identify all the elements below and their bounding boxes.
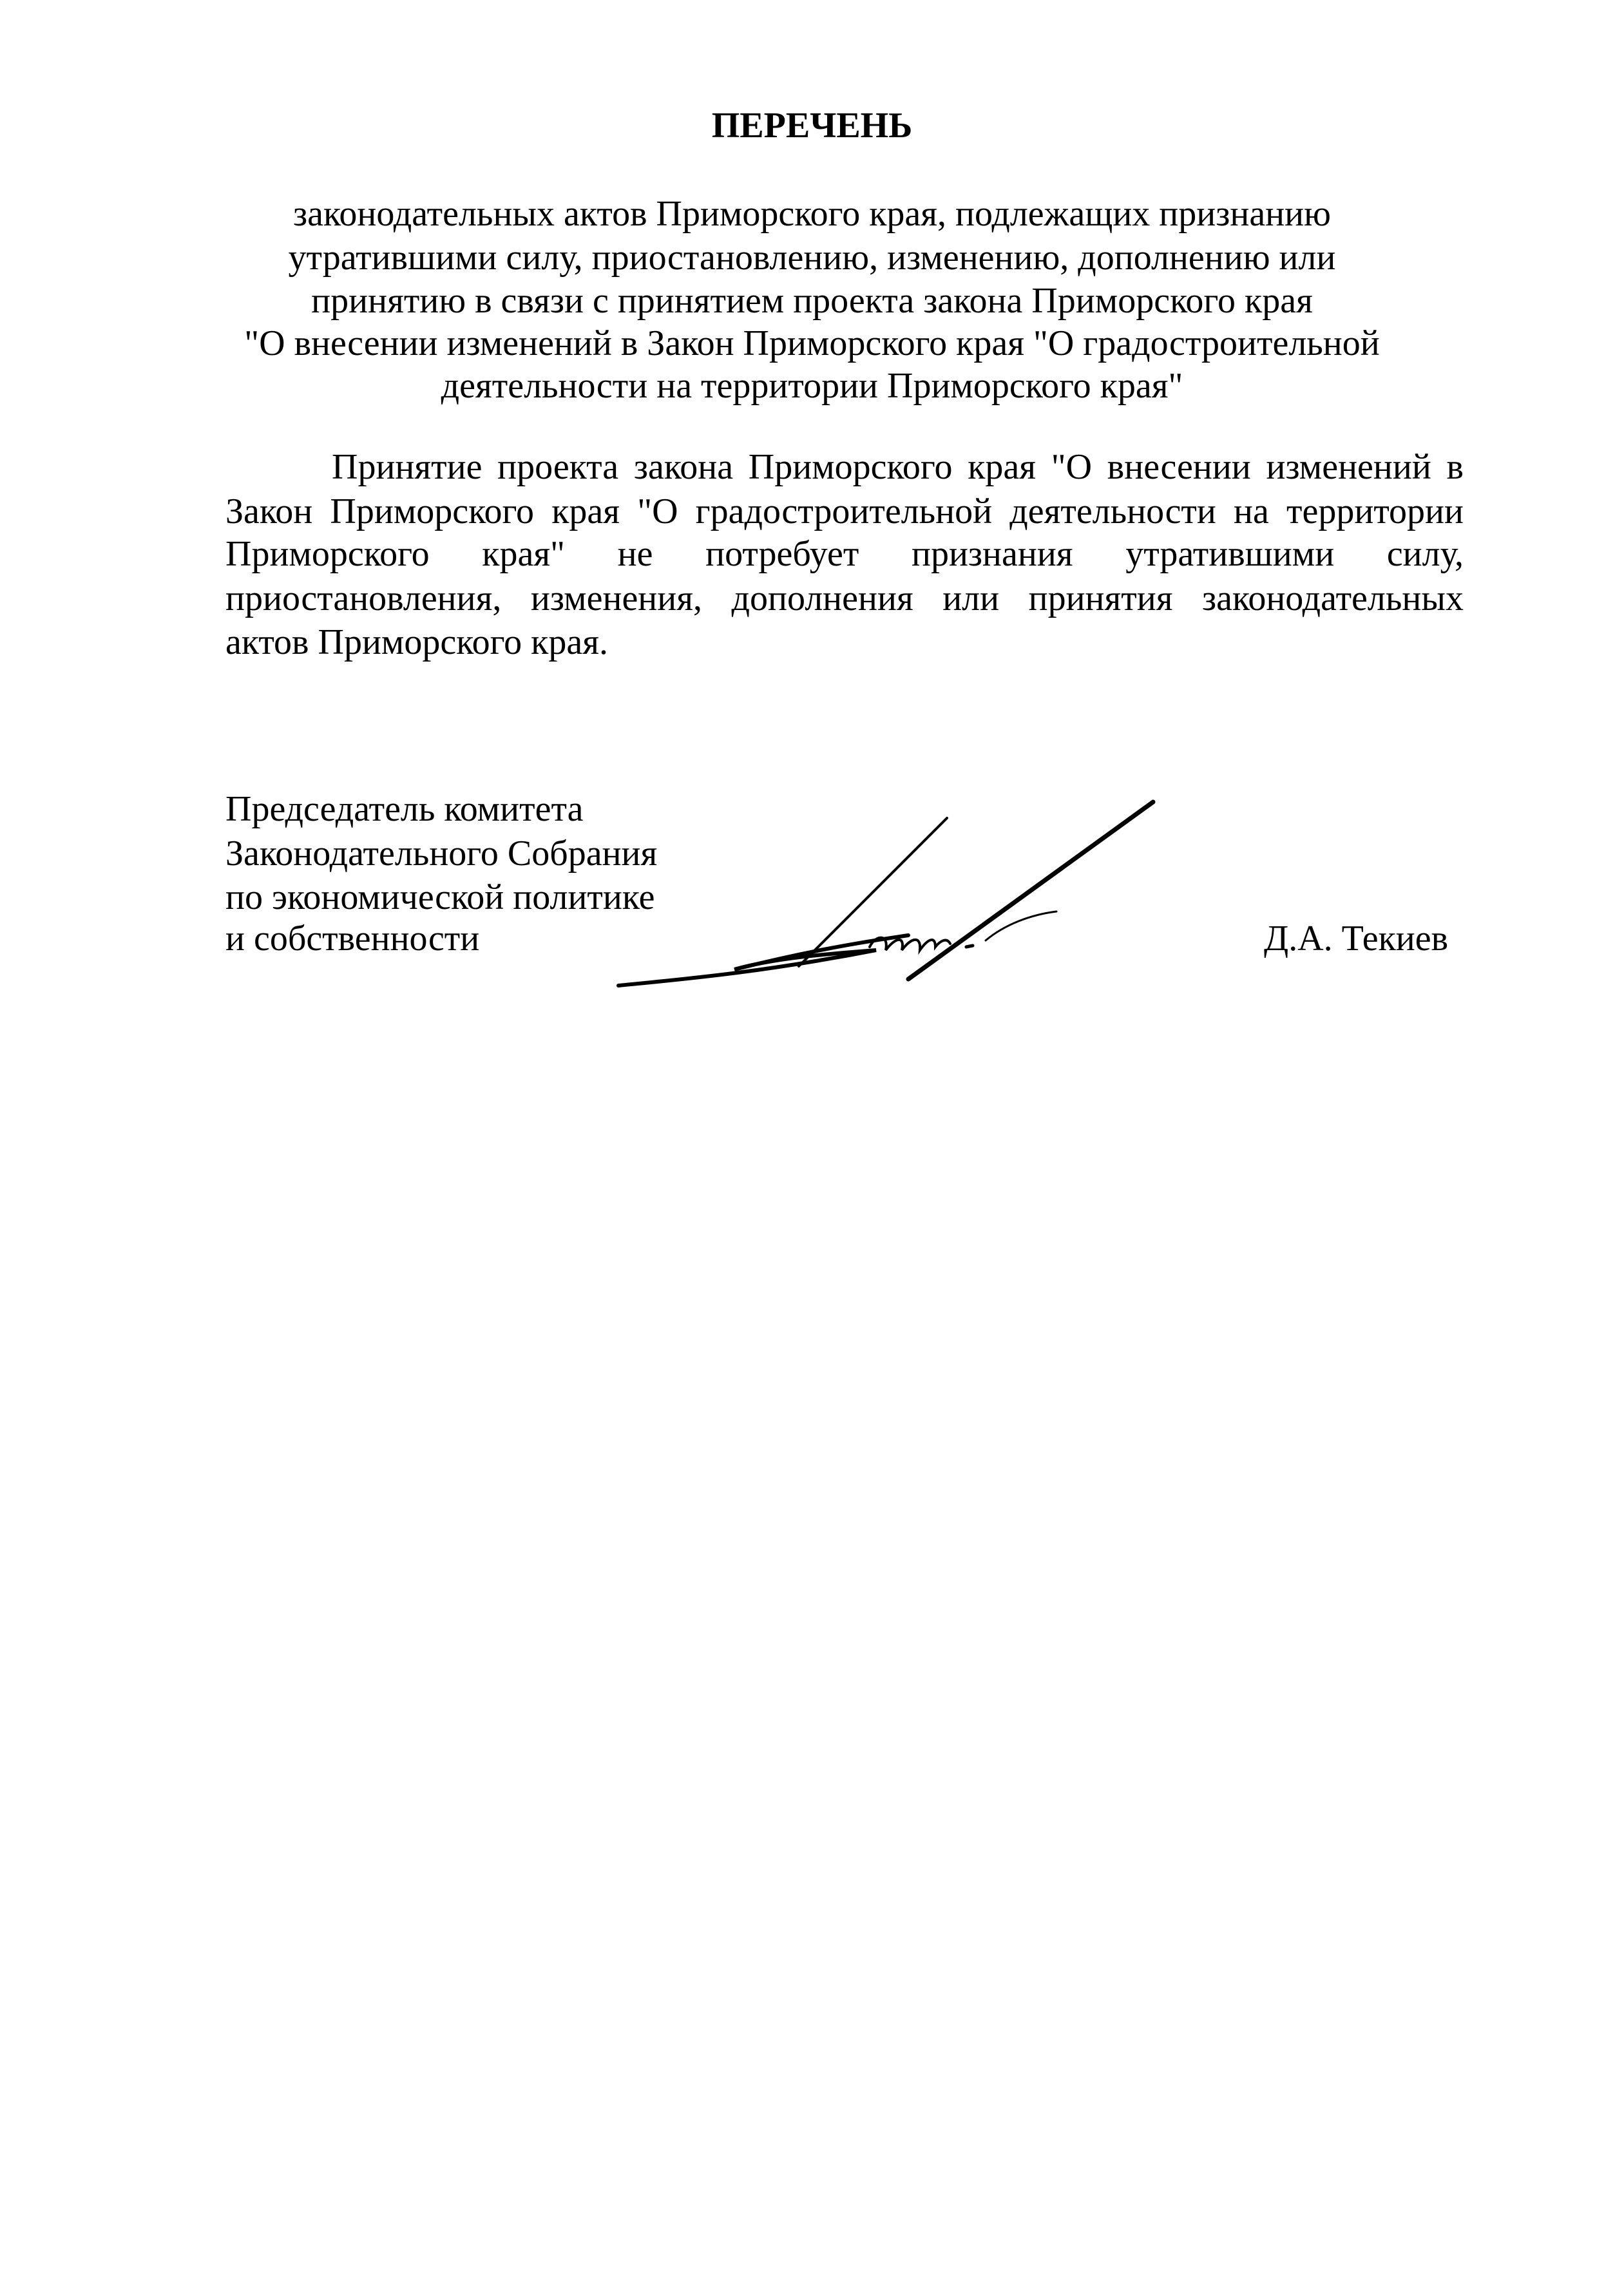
body-line: Приморского края" не потребует признания утратившими силу, <box>225 534 1464 574</box>
subtitle-line: законодательных актов Приморского края, подлежащих признанию <box>293 194 1331 234</box>
position-line: Председатель комитета <box>225 789 584 829</box>
signatory-name: Д.А. Текиев <box>1264 919 1449 959</box>
subtitle-line: принятию в связи с принятием проекта закона Приморского края <box>311 281 1313 321</box>
subtitle-line: утратившими силу, приостановлению, изменению, дополнению или <box>288 238 1336 278</box>
body-line: Закон Приморского края "О градостроительной деятельности на территории <box>225 491 1464 531</box>
position-line: и собственности <box>225 919 480 959</box>
body-line: Принятие проекта закона Приморского края "О внесении изменений в <box>332 447 1464 487</box>
body-line: актов Приморского края. <box>225 622 608 662</box>
body-line: приостановления, изменения, дополнения или принятия законодательных <box>225 578 1464 618</box>
subtitle-line: "О внесении изменений в Закон Приморского края "О градостроительной <box>244 323 1380 363</box>
position-line: Законодательного Собрания <box>225 834 658 873</box>
handwritten-signature <box>606 786 1172 1005</box>
page-title: ПЕРЕЧЕНЬ <box>711 106 913 146</box>
subtitle-line: деятельности на территории Приморского края" <box>441 366 1183 406</box>
position-line: по экономической политике <box>225 877 655 917</box>
